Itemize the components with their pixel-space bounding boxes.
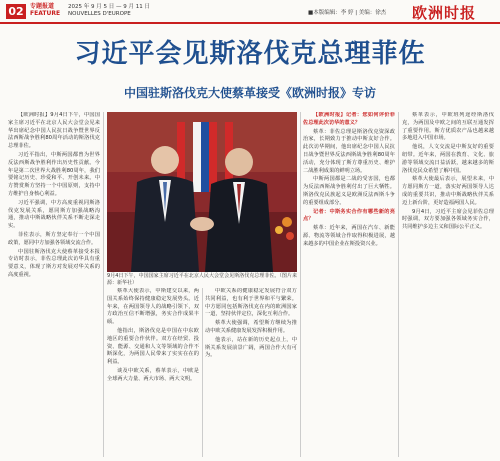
paragraph: 谈及中欧关系，蔡革表示，中欧是全球两大力量、两大市场、两大文明。 xyxy=(107,367,199,382)
paragraph: 蔡革大使最后表示，展望未来，中方愿同斯方一道，落实好两国领导人达成的重要共识，推动中斯战略伙伴关系迈上新台阶，更好造福两国人民。 xyxy=(402,176,494,206)
article-column-4 xyxy=(303,112,395,457)
edition-name: NOUVELLES D'EUROPE xyxy=(68,11,131,17)
paragraph: 他指出，斯洛伐克是中国在中东欧地区的重要合作伙伴。双方在经贸、投资、能源、交通和人文等领域的合作不断深化，为两国人民带来了实实在在的利益。 xyxy=(107,327,199,366)
column-divider xyxy=(202,288,203,457)
paragraph: 蔡革：菲佐总理是斯洛伐克资深政治家，长期致力于推动中斯友好合作。此次访华期间，他出席纪念中国人民抗日战争暨世界反法西斯战争胜利80周年活动，充分体现了斯方尊重历史、维护二战胜利成果的鲜明立场。 xyxy=(303,128,395,174)
paragraph: 【欧洲时报】9月4日下午，中国国家主席习近平在北京人民大会堂会见来华出席纪念中国人民抗日战争暨世界反法西斯战争胜利80周年活动的斯洛伐克总理菲佐。 xyxy=(8,112,100,150)
article-column-1 xyxy=(8,112,100,457)
photo-caption: 9月4日下午，中国国家主席习近平在北京人民大会堂会见斯洛伐克总理菲佐。（图片来源：新华社） xyxy=(107,273,297,286)
brand-logo: 欧洲时报 xyxy=(412,4,477,22)
page-number: 02 xyxy=(6,4,26,19)
interview-question: 【欧洲时报】记者：您如何评价菲佐总理此次访华的意义？ xyxy=(303,112,395,126)
paragraph: 习近平指出，中斯两国都曾为世界反法西斯战争胜利作出历史性贡献。今年是第二次世界大战胜利80周年，我们要铭记历史、珍爱和平、开创未来。中方赞赏斯方坚持一个中国原则，支持中方维护自身核心利益。 xyxy=(8,151,100,197)
masthead xyxy=(0,0,500,24)
paragraph: 中斯两国都是二战的受害国，也都为反法西斯战争胜利付出了巨大牺牲。斯洛伐克民族起义是欧洲反法西斯斗争的重要组成部分。 xyxy=(303,176,395,206)
paragraph: 蔡革大使表示，中斯建交以来，两国关系始终保持健康稳定发展势头。近年来，在两国领导人的战略引领下，双方政治互信不断增强，务实合作成果丰硕。 xyxy=(107,288,199,326)
section-label xyxy=(30,3,60,17)
paragraph: 9月4日，习近平主席会见菲佐总理时强调，双方要加强各领域务实合作，共同维护多边主义和国际公平正义。 xyxy=(402,208,494,231)
column-divider xyxy=(103,112,104,457)
subheadline: 中国驻斯洛伐克大使蔡革接受《欧洲时报》专访 xyxy=(123,86,376,100)
article-column-2 xyxy=(107,288,199,457)
paragraph: 蔡革表示，中欧班列途经斯洛伐克，为两国及中欧之间的互联互通发挥了重要作用。斯方优质农产品也越来越多地进入中国市场。 xyxy=(402,112,494,142)
column-divider xyxy=(300,112,301,457)
article-column-3 xyxy=(205,288,297,457)
paragraph: 蔡革：近年来，两国在汽车、新能源、物流等领域合作取得积极进展，越来越多的中国企业在斯投资兴业。 xyxy=(303,225,395,247)
article-column-5 xyxy=(402,112,494,457)
paragraph: 他表示，站在新的历史起点上，中斯关系发展前景广阔，两国合作大有可为。 xyxy=(205,336,297,359)
column-divider xyxy=(398,112,399,457)
interview-question: 记者：中斯务实合作有哪些新的亮点？ xyxy=(303,208,395,223)
section-label-cn: 专题报道 xyxy=(30,3,55,10)
photo-illustration xyxy=(107,112,297,272)
paragraph: 蔡革大使强调，希望斯方继续为推动中欧关系健康发展发挥积极作用。 xyxy=(205,320,297,334)
issue-date: 2025 年 9 月 5 日 — 9 月 11 日 xyxy=(68,4,150,10)
paragraph: 中国驻斯洛伐克大使蔡革接受本报专访时表示，菲佐总理此次访华具有重要意义，体现了斯方对发展对华关系的高度重视。 xyxy=(8,248,100,278)
headline: 习近平会见斯洛伐克总理菲佐 xyxy=(74,39,426,69)
news-photo xyxy=(107,112,297,272)
editor-credit: ■本版编辑：李 婷 | 美编：徐杰 xyxy=(308,10,387,16)
paragraph: 中欧关系的健康稳定发展符合双方共同利益，也有利于世界和平与繁荣。中方愿同包括斯洛伐克在内的欧洲国家一道，坚持伙伴定位，深化互利合作。 xyxy=(205,288,297,318)
paragraph: 菲佐表示，斯方坚定奉行一个中国政策，愿同中方加强各领域交流合作。 xyxy=(8,231,100,246)
date-block xyxy=(68,4,150,18)
paragraph: 习近平强调，中方高度重视同斯洛伐克发展关系，愿同斯方加强战略沟通，推动中斯战略伙伴关系不断走深走实。 xyxy=(8,199,100,230)
section-label-en: FEATURE xyxy=(30,10,61,17)
paragraph: 他说，人文交流是中斯友好的重要纽带。近年来，两国在教育、文化、旅游等领域交流日益活跃，越来越多的斯洛伐克民众希望了解中国。 xyxy=(402,144,494,174)
